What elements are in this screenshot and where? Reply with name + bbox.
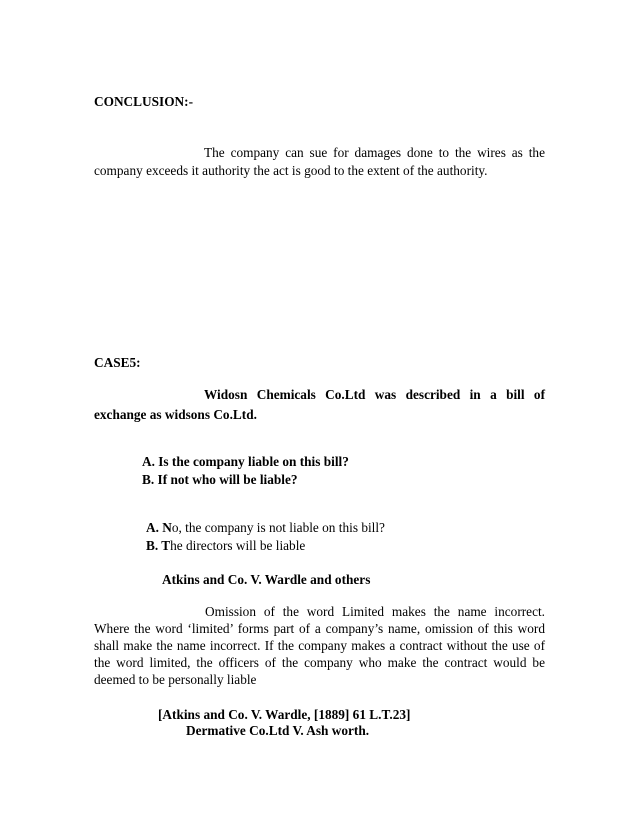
- case5-heading: CASE5:: [94, 355, 141, 370]
- answer-b: [146, 538, 305, 554]
- case-citation: [Atkins and Co. V. Wardle, [1889] 61 L.T.23]: [158, 707, 411, 722]
- case-reference-heading: Atkins and Co. V. Wardle and others: [162, 572, 371, 587]
- question-b: B. If not who will be liable?: [142, 472, 298, 487]
- answer-b-text: he directors will be liable: [170, 538, 306, 553]
- answer-a: [146, 520, 385, 536]
- answer-b-letter: B. T: [146, 538, 171, 553]
- case5-statement-text: Widosn Chemicals Co.Ltd was described in a bill of exchange as widsons Co.Ltd.: [94, 387, 545, 422]
- next-case-heading: Dermative Co.Ltd V. Ash worth.: [186, 723, 370, 738]
- answer-a-letter: A. N: [146, 520, 172, 535]
- conclusion-text: The company can sue for damages done to the wires as the company exceeds it authority the act is good to the extent of the authority.: [94, 145, 545, 178]
- case-explanation-text: Omission of the word Limited makes the name incorrect. Where the word ‘limited’ forms part of a company’s name, omission of this word shall make the name incorrect. If the company makes a contract without the use of the word limited, the officers of the company who make the contract would be deemed to be personally liable: [94, 604, 545, 687]
- answer-a-text: o, the company is not liable on this bill?: [171, 520, 385, 535]
- conclusion-heading: CONCLUSION:-: [94, 94, 193, 109]
- case5-statement: [94, 385, 545, 425]
- case-explanation: [94, 603, 545, 688]
- conclusion-body: [94, 144, 545, 180]
- question-a: A. Is the company liable on this bill?: [142, 454, 349, 469]
